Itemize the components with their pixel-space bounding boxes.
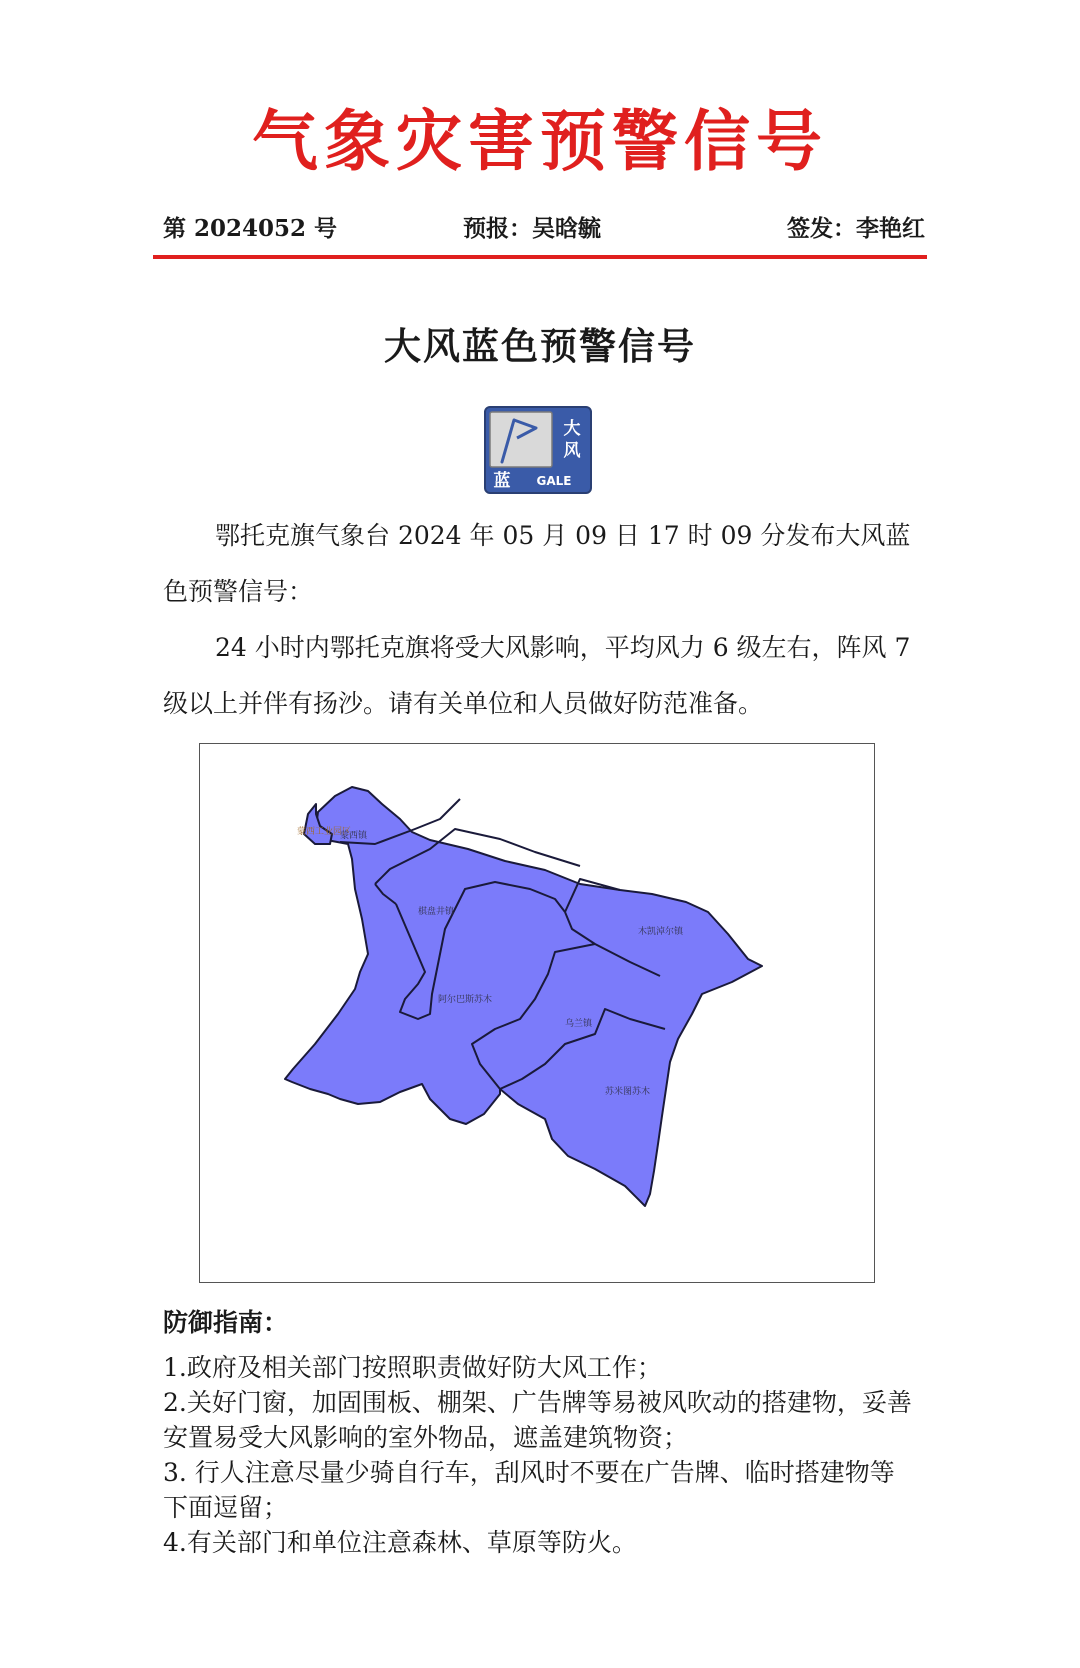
map-outline [285,787,762,1206]
guide-heading: 防御指南： [163,1308,289,1337]
warning-area-map [199,743,875,1283]
icon-english-label: GALE [536,474,572,488]
serial-number: 第 2024052 号 [163,215,338,242]
map-label-mengxi: 蒙西镇 [340,831,368,841]
document-title: 气象灾害预警信号 [252,102,828,180]
map-label-park: 蒙西工业园区 [297,827,352,837]
document-meta-row [163,210,925,250]
issuer: 签发：李艳红 [787,215,925,242]
map-label-mukai: 木凯淖尔镇 [638,927,684,937]
guide-item: 2.关好门窗，加固围板、棚架、广告牌等易被风吹动的搭建物，妥善安置易受大风影响的室外物品，遮盖建筑物资； [163,1388,912,1452]
guide-item: 4.有关部门和单位注意森林、草原等防火。 [163,1528,637,1557]
header-divider [153,255,927,259]
icon-color-label: 蓝 [493,471,511,491]
guide-list [163,1350,915,1560]
signal-title: 大风蓝色预警信号 [384,324,696,368]
map-label-wulan: 乌兰镇 [565,1019,593,1029]
map-label-aerbasi: 阿尔巴斯苏木 [438,995,493,1005]
gale-blue-warning-icon [484,406,592,494]
forecaster: 预报：吴晗毓 [463,215,601,242]
guide-item: 3. 行人注意尽量少骑自行车，刮风时不要在广告牌、临时搭建物等下面逗留； [163,1458,895,1522]
map-label-sumitu: 苏米图苏木 [605,1087,651,1097]
impact-paragraph: 24 小时内鄂托克旗将受大风影响，平均风力 6 级左右，阵风 7 级以上并伴有扬沙。请有关单位和人员做好防范准备。 [163,633,911,718]
guide-item: 1.政府及相关部门按照职责做好防大风工作； [163,1353,662,1382]
map-label-qipanjing: 棋盘井镇 [418,907,455,917]
icon-glyph-bottom: 风 [563,441,581,461]
icon-glyph-top: 大 [563,419,581,439]
issue-paragraph: 鄂托克旗气象台 2024 年 05 月 09 日 17 时 09 分发布大风蓝色预警信号： [163,521,911,606]
